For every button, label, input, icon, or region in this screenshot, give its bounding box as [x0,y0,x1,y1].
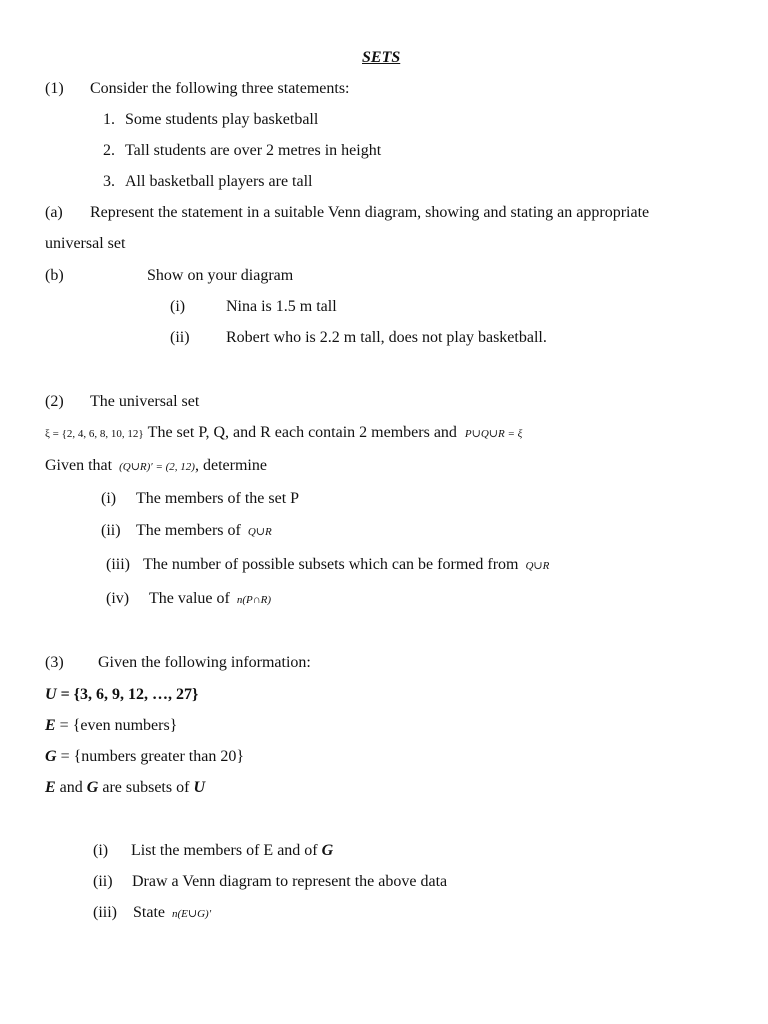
page-title: SETS [362,49,401,66]
q3-number: (3) [45,654,64,671]
set-g-symbol: G [45,748,57,765]
q2-item-4-line [149,589,271,610]
q3-item-1: List the members of E and of [131,842,322,859]
subset-g-symbol: G [86,779,99,796]
q1b-text: Show on your diagram [147,267,294,284]
q2-item-2-number: (ii) [101,522,121,539]
q3-item-3-line [133,903,211,924]
set-u-symbol: U [45,686,57,703]
q1a-text-continued: universal set [45,235,126,252]
given-expression: (Q∪R)′ = (2, 12) [119,461,195,473]
set-u-line [45,685,198,705]
q3-item-2-number: (ii) [93,873,113,890]
q2-item-3-line [143,555,549,576]
q1-statement-1-number: 1. [103,111,115,128]
q2-statement-line [45,423,522,444]
q1b-item-2: Robert who is 2.2 m tall, does not play basketball. [226,329,547,346]
q1a-label: (a) [45,204,63,221]
q1-number: (1) [45,80,64,97]
q2-item-3: The number of possible subsets which can be formed from [143,556,519,573]
subset-and: and [55,779,87,796]
q1b-item-1: Nina is 1.5 m tall [226,298,337,315]
q3-item-1-number: (i) [93,842,109,859]
q2-given-end: , determine [194,457,267,474]
q2-item-1-number: (i) [101,490,117,507]
q2-item-1: The members of the set P [136,490,300,507]
q1-statement-2-number: 2. [103,142,115,159]
q3-item-3: State [133,904,165,921]
q1-intro: Consider the following three statements: [90,80,350,97]
universal-set-expression: ξ = {2, 4, 6, 8, 10, 12} [45,428,144,440]
q1-statement-2: Tall students are over 2 metres in height [125,142,382,159]
set-e-symbol: E [45,717,56,734]
subset-statement [45,778,205,798]
q3-item-3-number: (iii) [93,904,117,921]
q3-item-1-line [131,841,333,861]
q1-statement-3: All basketball players are tall [125,173,313,190]
q2-intro: The universal set [90,393,200,410]
q2-number: (2) [45,393,64,410]
q1-statement-3-number: 3. [103,173,115,190]
q2-statement-text: The set P, Q, and R each contain 2 members and [147,424,457,441]
q3-item-3-expression: n(E∪G)′ [172,908,212,920]
q2-item-4-expression: n(P∩R) [236,594,272,606]
q1-statement-1: Some students play basketball [125,111,319,128]
subset-middle: are subsets of [98,779,194,796]
set-e-line [45,716,177,736]
q3-item-1-tail: G [321,842,334,859]
q1a-text: Represent the statement in a suitable Venn diagram, showing and stating an appropriate [90,204,650,221]
set-g-line [45,747,244,767]
q2-item-2: The members of [136,522,241,539]
q3-intro: Given the following information: [98,654,311,671]
subset-e-symbol: E [45,779,56,796]
q2-item-2-expression: Q∪R [247,526,272,538]
q1b-item-2-number: (ii) [170,329,190,346]
q2-item-4-number: (iv) [106,590,130,607]
q1b-label: (b) [45,267,64,284]
set-u-value: = {3, 6, 9, 12, …, 27} [56,686,199,703]
subset-u-symbol: U [193,779,205,796]
q1b-item-1-number: (i) [170,298,186,315]
q2-given-label: Given that [45,457,113,474]
q2-item-3-expression: Q∪R [525,560,550,572]
union-expression: P∪Q∪R = ξ [464,428,523,440]
q2-given-line [45,456,267,477]
q2-item-4: The value of [149,590,230,607]
q3-item-2: Draw a Venn diagram to represent the above data [132,873,448,890]
q2-item-2-line [136,521,272,542]
set-e-value: = {even numbers} [55,717,178,734]
q2-item-3-number: (iii) [106,556,130,573]
set-g-value: = {numbers greater than 20} [56,748,244,765]
